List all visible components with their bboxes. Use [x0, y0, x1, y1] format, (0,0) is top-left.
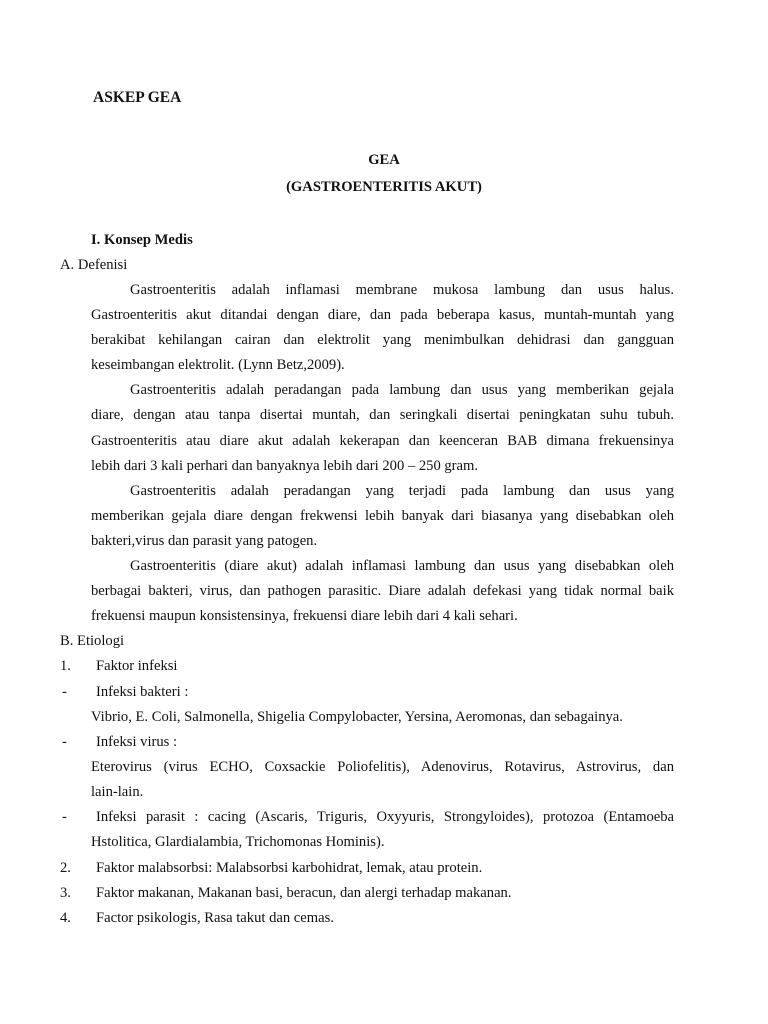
- list-item-faktor-infeksi: Faktor infeksi: [96, 658, 178, 674]
- para-1-line-3: berakibat kehilangan cairan dan elektrolit yang menimbulkan dehidrasi dan gangguan: [91, 332, 674, 348]
- infeksi-parasit-line-2: Hstolitica, Glardialambia, Trichomonas Hominis).: [91, 834, 385, 850]
- para-4-line-3: frekuensi maupun konsistensinya, frekuensi diare lebih dari 4 kali sehari.: [91, 608, 518, 624]
- list-item-psikologis: Factor psikologis, Rasa takut dan cemas.: [96, 910, 334, 926]
- dash-bakteri: -: [62, 684, 67, 700]
- infeksi-bakteri-detail: Vibrio, E. Coli, Salmonella, Shigelia Compylobacter, Yersina, Aeromonas, dan sebagainya.: [91, 709, 623, 725]
- para-3-line-1: Gastroenteritis adalah peradangan yang terjadi pada lambung dan usus yang: [130, 483, 674, 499]
- para-3-line-2: memberikan gejala diare dengan frekwensi lebih banyak dari biasanya yang disebabkan oleh: [91, 508, 674, 524]
- para-2-line-3: Gastroenteritis atau diare akut adalah kekerapan dan keenceran BAB dimana frekuensinya: [91, 433, 674, 449]
- para-1-line-2: Gastroenteritis akut ditandai dengan diare, dan pada beberapa kasus, muntah-muntah yang: [91, 307, 674, 323]
- infeksi-virus-label: Infeksi virus :: [96, 734, 178, 750]
- para-1-line-4: keseimbangan elektrolit. (Lynn Betz,2009).: [91, 357, 345, 373]
- para-2-line-2: diare, dengan atau tanpa disertai muntah, dan seringkali disertai peningkatan suhu tubuh.: [91, 407, 674, 423]
- list-number-4: 4.: [60, 910, 71, 926]
- infeksi-virus-detail-line-1: Eterovirus (virus ECHO, Coxsackie Poliofelitis), Adenovirus, Rotavirus, Astrovirus, dan: [91, 759, 674, 775]
- list-item-malabsorbsi: Faktor malabsorbsi: Malabsorbsi karbohidrat, lemak, atau protein.: [96, 860, 483, 876]
- para-3-line-3: bakteri,virus dan parasit yang patogen.: [91, 533, 318, 549]
- heading-line-2: (GASTROENTERITIS AKUT): [286, 179, 482, 195]
- dash-parasit: -: [62, 809, 67, 825]
- heading-line-1: GEA: [368, 152, 400, 168]
- infeksi-parasit-line-1: Infeksi parasit : cacing (Ascaris, Triguris, Oxyyuris, Strongyloides), protozoa (Entamoeba: [96, 809, 674, 825]
- para-2-line-1: Gastroenteritis adalah peradangan pada lambung dan usus yang memberikan gejala: [130, 382, 674, 398]
- para-4-line-1: Gastroenteritis (diare akut) adalah inflamasi lambung dan usus yang disebabkan oleh: [130, 558, 674, 574]
- list-item-makanan: Faktor makanan, Makanan basi, beracun, dan alergi terhadap makanan.: [96, 885, 512, 901]
- para-2-line-4: lebih dari 3 kali perhari dan banyaknya lebih dari 200 – 250 gram.: [91, 458, 479, 474]
- subsection-etiologi: B. Etiologi: [60, 633, 125, 649]
- list-number-3: 3.: [60, 885, 71, 901]
- para-4-line-2: berbagai bakteri, virus, dan pathogen parasitic. Diare adalah defekasi yang tidak normal baik: [91, 583, 674, 599]
- infeksi-virus-detail-line-2: lain-lain.: [91, 784, 144, 800]
- infeksi-bakteri-label: Infeksi bakteri :: [96, 684, 189, 700]
- list-number-1: 1.: [60, 658, 71, 674]
- section-konsep-medis: I. Konsep Medis: [91, 232, 193, 248]
- para-1-line-1: Gastroenteritis adalah inflamasi membrane mukosa lambung dan usus halus.: [130, 282, 674, 298]
- list-number-2: 2.: [60, 860, 71, 876]
- document-title: ASKEP GEA: [93, 89, 182, 106]
- dash-virus: -: [62, 734, 67, 750]
- subsection-defenisi: A. Defenisi: [60, 257, 128, 273]
